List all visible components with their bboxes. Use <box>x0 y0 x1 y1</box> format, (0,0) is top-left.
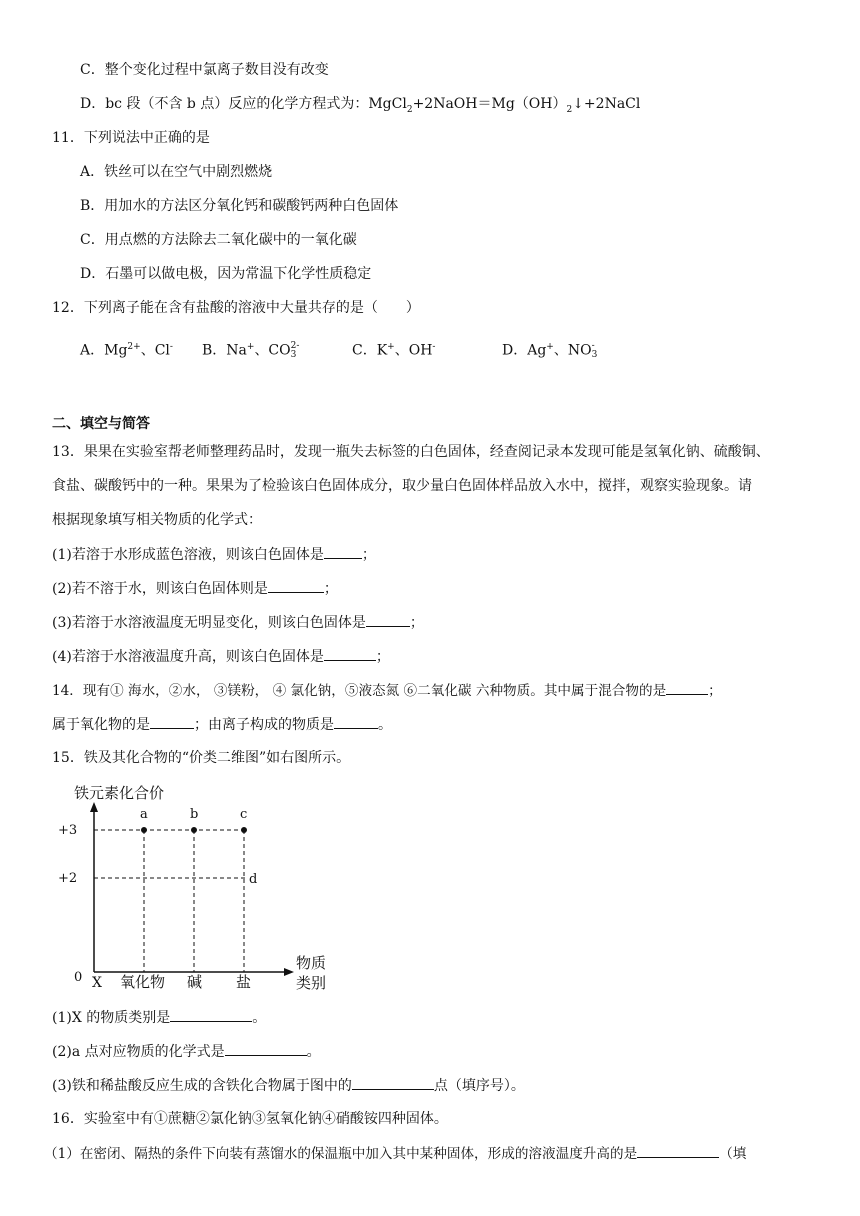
point-b <box>191 827 197 833</box>
answer-blank[interactable] <box>637 1143 719 1158</box>
q10-option-c: C．整个变化过程中氯离子数目没有改变 <box>80 62 329 78</box>
q12-option-b: B．Na+、CO 2- 3 <box>202 340 300 360</box>
point-c <box>241 827 247 833</box>
point-label-b: b <box>190 807 199 822</box>
q11-option-c: C．用点燃的方法除去二氧化碳中的一氧化碳 <box>80 232 357 248</box>
q12-option-d: D．Ag+、NO - 3 <box>502 340 598 360</box>
y-tick-label: +2 <box>58 871 78 886</box>
point-label-d: d <box>249 872 258 887</box>
q14-line1: 14．现有① 海水，②水， ③镁粉， ④ 氯化钠，⑤液态氮 ⑥二氧化碳 六种物质。其中属于混合物的是 ； <box>52 680 722 701</box>
answer-blank[interactable] <box>334 714 378 729</box>
answer-blank[interactable] <box>268 578 324 593</box>
x-cat-salt: 盐 <box>236 973 252 991</box>
chart-y-label: 铁元素化合价 <box>74 784 165 802</box>
q12-stem: 12．下列离子能在含有盐酸的溶液中大量共存的是（ ） <box>52 300 420 316</box>
q15-part1: (1)X 的物质类别是 。 <box>52 1007 266 1028</box>
q12-option-a: A．$Mg^{2+}$、Cl- <box>80 342 173 359</box>
q10-option-d: D．bc 段（不含 b 点）反应的化学方程式为：$MgCl_2+2NaOH=Mg(OH)_2↓+2NaCl$ <box>80 96 641 115</box>
x-label-line2: 类别 <box>296 974 327 992</box>
q13-line1: 13．果果在实验室帮老师整理药品时，发现一瓶失去标签的白色固体，经查阅记录本发现可能是氢氧化钠、硫酸铜、 <box>52 444 770 460</box>
point-label-a: a <box>140 807 148 822</box>
x-label-line1: 物质 <box>296 954 327 972</box>
q13-part1: (1)若溶于水形成蓝色溶液，则该白色固体是 ； <box>52 544 376 565</box>
origin-label: 0 <box>74 970 83 985</box>
q13-line3: 根据现象填写相关物质的化学式： <box>52 512 262 528</box>
x-cat-oxide: 氧化物 <box>120 973 166 991</box>
x-axis-arrow <box>284 968 294 976</box>
q13-line2: 食盐、碳酸钙中的一种。果果为了检验该白色固体成分，取少量白色固体样品放入水中，搅拌，观察实验现象。请 <box>52 478 752 494</box>
q13-part4: (4)若溶于水溶液温度升高，则该白色固体是 ； <box>52 646 390 667</box>
q16-part1: （1）在密闭、隔热的条件下向装有蒸馏水的保温瓶中加入其中某种固体，形成的溶液温度升高的是 （填 <box>44 1143 746 1164</box>
q11-option-a: A．铁丝可以在空气中剧烈燃烧 <box>80 164 273 180</box>
point-label-c: c <box>240 807 248 822</box>
answer-blank[interactable] <box>150 714 194 729</box>
answer-blank[interactable] <box>324 544 362 559</box>
y-tick-label: +3 <box>58 823 78 838</box>
q12-option-c: C．K+、OH- <box>352 342 436 359</box>
answer-blank[interactable] <box>666 680 708 695</box>
y-axis-arrow <box>90 802 98 812</box>
q13-part3: (3)若溶于水溶液温度无明显变化，则该白色固体是 ； <box>52 612 424 633</box>
x-cat-base: 碱 <box>187 973 203 991</box>
q15-part3: (3)铁和稀盐酸反应生成的含铁化合物属于图中的 点（填序号）。 <box>52 1075 525 1096</box>
x-cat-x: X <box>92 975 102 991</box>
valence-class-chart <box>56 780 346 995</box>
q13-part2: (2)若不溶于水，则该白色固体则是 ； <box>52 578 338 599</box>
answer-blank[interactable] <box>352 1075 434 1090</box>
answer-blank[interactable] <box>324 646 376 661</box>
q15-stem: 15．铁及其化合物的“价类二维图”如右图所示。 <box>52 750 351 766</box>
q15-part2: (2)a 点对应物质的化学式是 。 <box>52 1041 321 1062</box>
q14-line2: 属于氧化物的是 ；由离子构成的物质是 。 <box>52 714 392 735</box>
q16-stem: 16．实验室中有①蔗糖②氯化钠③氢氧化钠④硝酸铵四种固体。 <box>52 1111 448 1127</box>
q11-option-d: D．石墨可以做电极，因为常温下化学性质稳定 <box>80 266 372 282</box>
answer-blank[interactable] <box>225 1041 307 1056</box>
point-a <box>141 827 147 833</box>
q11-stem: 11．下列说法中正确的是 <box>52 130 210 146</box>
answer-blank[interactable] <box>170 1007 252 1022</box>
q11-option-b: B．用加水的方法区分氧化钙和碳酸钙两种白色固体 <box>80 198 399 214</box>
answer-blank[interactable] <box>366 612 410 627</box>
section-title: 二、填空与简答 <box>52 416 150 432</box>
